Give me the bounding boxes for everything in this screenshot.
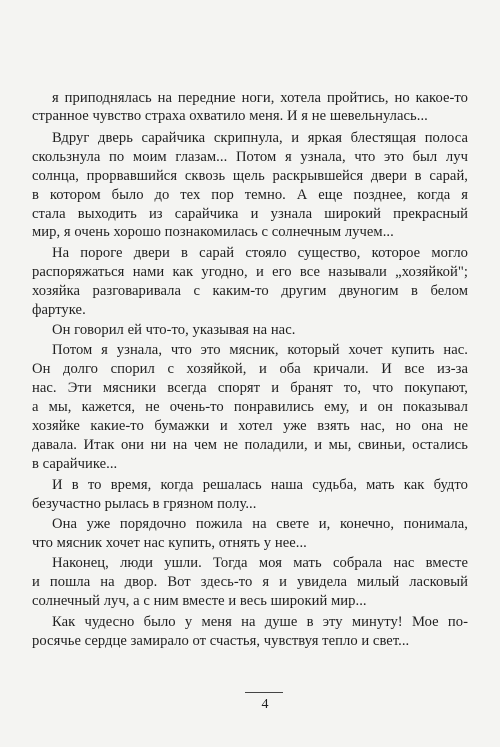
text-line: хозяйка разговаривала с каким-то другим двуногим в белом bbox=[32, 283, 468, 299]
text-line: я приподнялась на передние ноги, хотела пройтись, но какое-то bbox=[52, 90, 468, 106]
text-line: Она уже порядочно пожила на свете и, конечно, понимала, bbox=[52, 516, 468, 532]
text-line: давала. Итак они ни на чем не поладили, и мы, свиньи, остались bbox=[32, 437, 468, 453]
text-line: скользнула по моим глазам... Потом я узнала, что это был луч bbox=[32, 149, 468, 165]
text-line: мир, я очень хорошо познакомилась с солнечным лучем... bbox=[32, 224, 394, 240]
text-line: фартуке. bbox=[32, 302, 86, 318]
text-line: Он долго спорил с хозяйкой, и оба кричали. И все из-за bbox=[32, 361, 468, 377]
text-line: нас. Эти мясники всегда спорят и бранят то, что покупают, bbox=[32, 380, 468, 396]
text-line: хозяйке какие-то бумажки и хотел уже взять нас, но она не bbox=[32, 418, 468, 434]
text-line: Как чудесно было у меня на душе в эту минуту! Мое по- bbox=[52, 614, 468, 630]
text-line: Потом я узнала, что это мясник, который хочет купить нас. bbox=[52, 342, 468, 358]
text-line: И в то время, когда решалась наша судьба, мать как будто bbox=[52, 477, 468, 493]
text-line: Он говорил ей что-то, указывая на нас. bbox=[52, 322, 296, 338]
text-line: в сарайчике... bbox=[32, 456, 118, 472]
page-number: 4 bbox=[261, 697, 269, 712]
text-line: На пороге двери в сарай стояло существо, которое могло bbox=[52, 245, 468, 261]
text-line: странное чувство страха охватило меня. И я не шевельнулась... bbox=[32, 108, 428, 124]
page-number-rule bbox=[245, 692, 283, 693]
text-line: безучастно рылась в грязном полу... bbox=[32, 496, 257, 512]
text-line: Наконец, люди ушли. Тогда моя мать собрала нас вместе bbox=[52, 555, 468, 571]
text-line: а мы, кажется, не очень-то понравились ему, и он показывал bbox=[32, 399, 468, 415]
text-line: распоряжаться нами как угодно, и его все называли „хозяйкой"; bbox=[32, 264, 468, 280]
text-line: в котором было до тех пор темно. А еще позднее, когда я bbox=[32, 187, 468, 203]
text-line: росячье сердце замирало от счастья, чувствуя тепло и свет... bbox=[32, 633, 410, 649]
text-line: стала выходить из сарайчика и узнала широкий прекрасный bbox=[32, 206, 468, 222]
text-line: Вдруг дверь сарайчика скрипнула, и яркая блестящая полоса bbox=[52, 130, 468, 146]
text-line: солнечный луч, а с ним вместе и весь широкий мир... bbox=[32, 593, 367, 609]
text-line: и пошла на двор. Вот здесь-то я и увидела милый ласковый bbox=[32, 574, 468, 590]
text-line: что мясник хочет нас купить, отнять у нее... bbox=[32, 535, 307, 551]
text-line: солнца, прорвавшийся сквозь щель раскрывшейся двери в сарай, bbox=[32, 168, 468, 184]
